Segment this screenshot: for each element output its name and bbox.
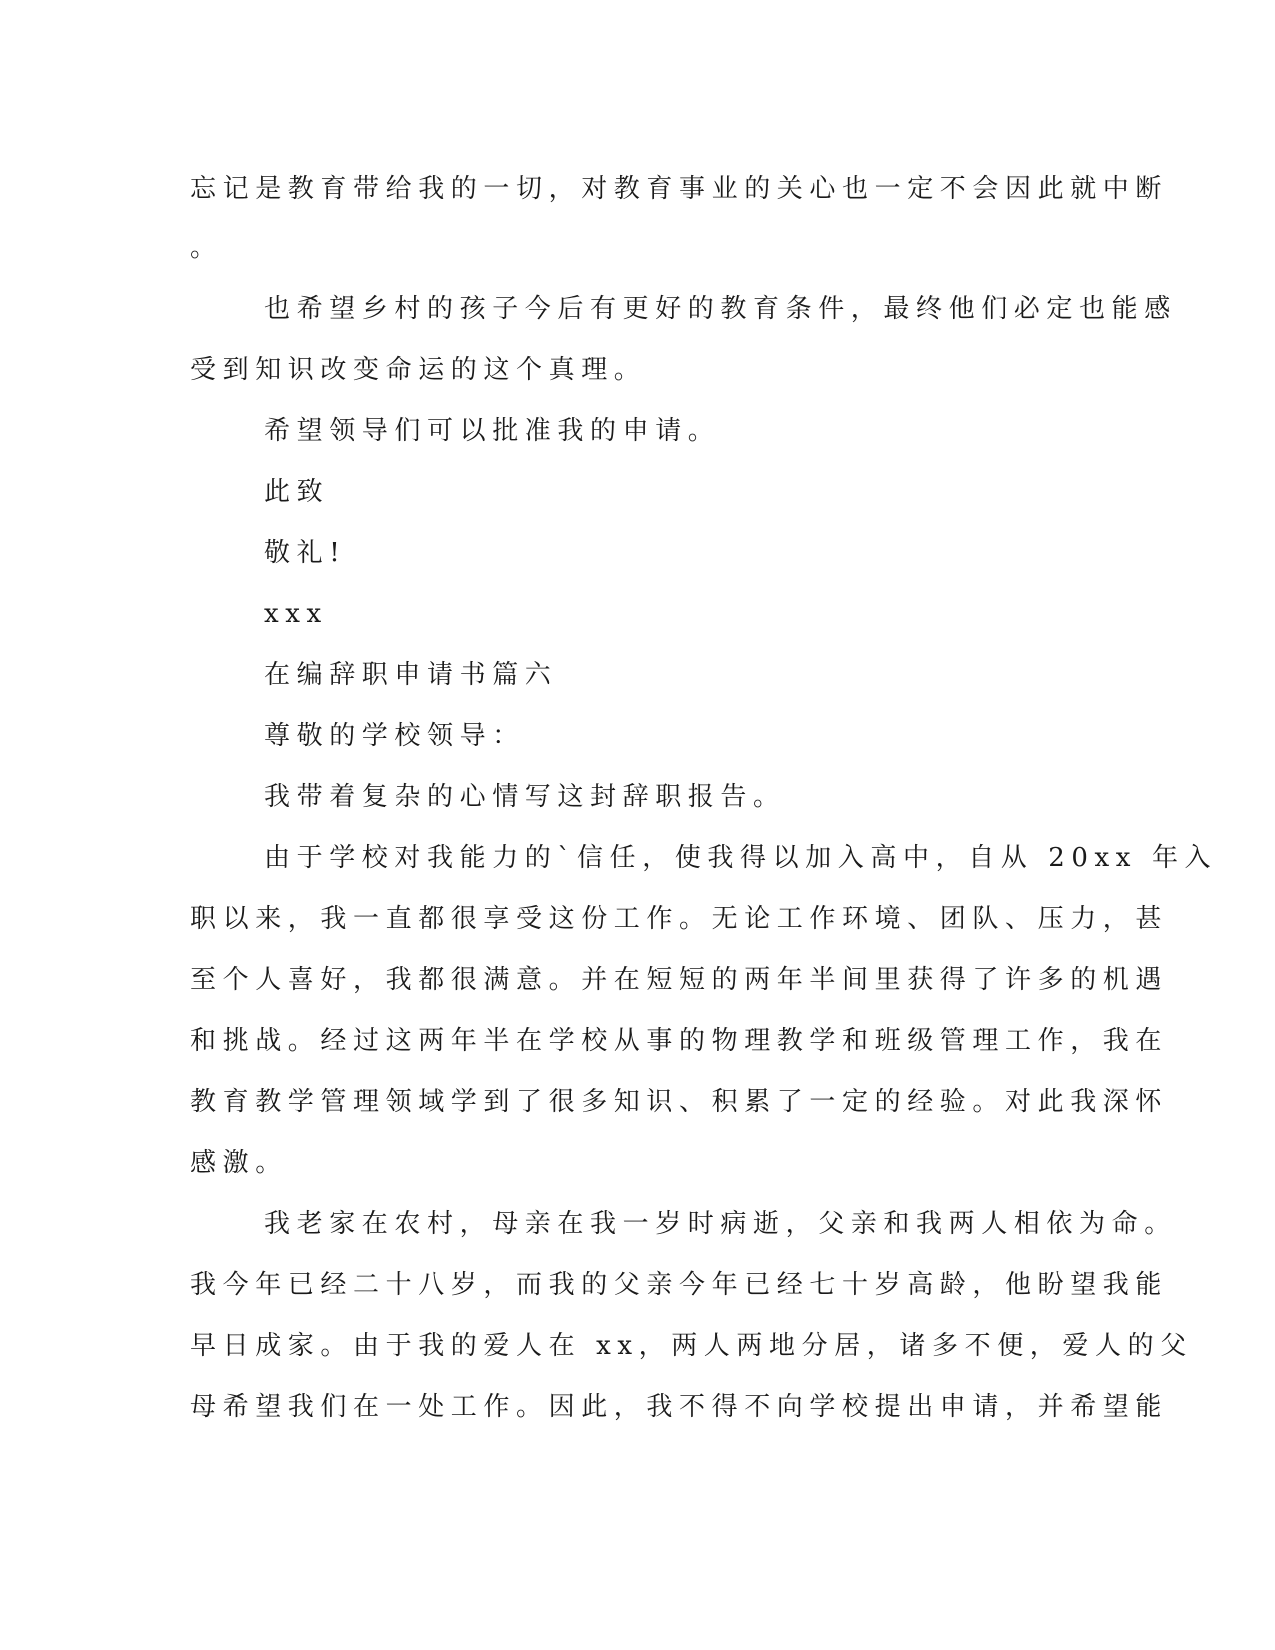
paragraph-line: 希望领导们可以批准我的申请。	[264, 416, 721, 446]
text-line: 受到知识改变命运的这个真理。	[190, 355, 647, 385]
text-line: 我今年已经二十八岁，而我的父亲今年已经七十岁高龄，他盼望我能	[190, 1270, 1169, 1300]
text-line: 母希望我们在一处工作。因此，我不得不向学校提出申请，并希望能	[190, 1392, 1169, 1422]
closing-regards: 敬礼!	[264, 538, 347, 568]
text-line: 和挑战。经过这两年半在学校从事的物理教学和班级管理工作，我在	[190, 1026, 1169, 1056]
paragraph-line: 我带着复杂的心情写这封辞职报告。	[264, 782, 786, 812]
text-line: 早日成家。由于我的爱人在 xx，两人两地分居，诸多不便，爱人的父	[190, 1331, 1193, 1361]
paragraph-line: 也希望乡村的孩子今后有更好的教育条件，最终他们必定也能感	[264, 294, 1177, 324]
section-title: 在编辞职申请书篇六	[264, 660, 558, 690]
text-line: 。	[190, 233, 223, 263]
closing-salutation: 此致	[264, 477, 330, 507]
text-line: 至个人喜好，我都很满意。并在短短的两年半间里获得了许多的机遇	[190, 965, 1169, 995]
text-line: 忘记是教育带给我的一切，对教育事业的关心也一定不会因此就中断	[190, 174, 1169, 204]
greeting: 尊敬的学校领导：	[264, 721, 525, 751]
signature: xxx	[264, 599, 328, 629]
text-line: 教育教学管理领域学到了很多知识、积累了一定的经验。对此我深怀	[190, 1087, 1169, 1117]
text-line: 感激。	[190, 1148, 288, 1178]
text-line: 职以来，我一直都很享受这份工作。无论工作环境、团队、压力，甚	[190, 904, 1169, 934]
paragraph-line: 由于学校对我能力的`信任，使我得以加入高中，自从 20xx 年入	[264, 843, 1218, 873]
paragraph-line: 我老家在农村，母亲在我一岁时病逝，父亲和我两人相依为命。	[264, 1209, 1177, 1239]
